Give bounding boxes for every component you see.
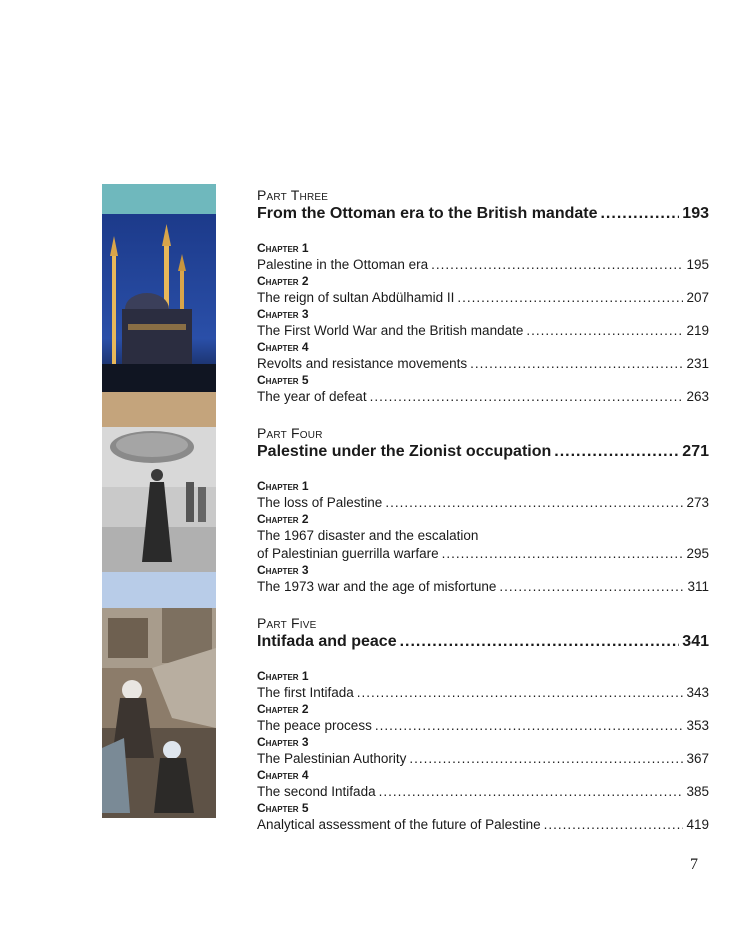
page-number: 7 bbox=[690, 856, 698, 873]
chapter-title: Palestine in the Ottoman era bbox=[257, 257, 429, 272]
leader-dots bbox=[526, 322, 683, 340]
chapter-page-number: 195 bbox=[686, 257, 709, 272]
chapter-page-number: 311 bbox=[687, 579, 709, 594]
part-title-entry bbox=[257, 632, 709, 652]
chapter-entry bbox=[257, 545, 709, 563]
chapter-label: Chapter 2 bbox=[257, 512, 309, 526]
part-title: Intifada and peace bbox=[257, 633, 397, 650]
toc-part bbox=[257, 614, 709, 834]
chapter-title: The Palestinian Authority bbox=[257, 751, 407, 766]
leader-dots bbox=[400, 632, 680, 652]
chapter-title: Revolts and resistance movements bbox=[257, 356, 468, 371]
chapter-label: Chapter 3 bbox=[257, 735, 309, 749]
mosque-photo bbox=[102, 214, 216, 392]
chapter-title: The 1973 war and the age of misfortune bbox=[257, 579, 497, 594]
part-title: From the Ottoman era to the British mandate bbox=[257, 205, 598, 222]
part-label: Part Four bbox=[257, 425, 323, 441]
chapter-entry bbox=[257, 783, 709, 801]
chapter-entry bbox=[257, 494, 709, 512]
part-title-entry bbox=[257, 204, 709, 224]
part-page-number: 193 bbox=[682, 205, 709, 222]
toc-part bbox=[257, 186, 709, 406]
chapter-label: Chapter 4 bbox=[257, 340, 309, 354]
chapter-label: Chapter 2 bbox=[257, 274, 309, 288]
chapter-title: The first Intifada bbox=[257, 685, 354, 700]
chapter-title: The year of defeat bbox=[257, 389, 367, 404]
chapter-entry bbox=[257, 816, 709, 834]
color-band-teal bbox=[102, 184, 216, 214]
chapter-entry bbox=[257, 289, 709, 307]
leader-dots bbox=[379, 783, 684, 801]
chapter-entry bbox=[257, 355, 709, 373]
chapter-page-number: 219 bbox=[686, 323, 709, 338]
chapter-label: Chapter 5 bbox=[257, 801, 309, 815]
part-label: Part Three bbox=[257, 187, 329, 203]
chapter-label: Chapter 4 bbox=[257, 768, 309, 782]
leader-dots bbox=[431, 256, 683, 274]
chapter-label: Chapter 2 bbox=[257, 702, 309, 716]
part-title: Palestine under the Zionist occupation bbox=[257, 443, 552, 460]
chapter-label: Chapter 1 bbox=[257, 669, 309, 683]
chapter-title: The First World War and the British mandate bbox=[257, 323, 524, 338]
part-page-number: 271 bbox=[682, 443, 709, 460]
chapter-entry bbox=[257, 717, 709, 735]
chapter-page-number: 295 bbox=[686, 546, 709, 561]
chapter-title: The reign of sultan Abdülhamid II bbox=[257, 290, 455, 305]
table-of-contents bbox=[257, 186, 709, 852]
leader-dots bbox=[370, 388, 684, 406]
leader-dots bbox=[357, 684, 684, 702]
chapter-label: Chapter 1 bbox=[257, 241, 309, 255]
chapter-entry bbox=[257, 684, 709, 702]
chapter-title: The second Intifada bbox=[257, 784, 376, 799]
chapter-page-number: 353 bbox=[686, 718, 709, 733]
chapter-entry bbox=[257, 750, 709, 768]
leader-dots bbox=[600, 204, 679, 224]
chapter-page-number: 231 bbox=[686, 356, 709, 371]
chapter-page-number: 385 bbox=[686, 784, 709, 799]
chapter-title: The loss of Palestine bbox=[257, 495, 383, 510]
chapter-label: Chapter 1 bbox=[257, 479, 309, 493]
chapter-title: Analytical assessment of the future of Palestine bbox=[257, 817, 541, 832]
chapter-entry bbox=[257, 256, 709, 274]
chapter-page-number: 419 bbox=[686, 817, 709, 832]
chapter-page-number: 273 bbox=[686, 495, 709, 510]
chapter-page-number: 263 bbox=[686, 389, 709, 404]
chapter-label: Chapter 3 bbox=[257, 307, 309, 321]
part-page-number: 341 bbox=[682, 633, 709, 650]
leader-dots bbox=[442, 545, 684, 563]
chapter-entry bbox=[257, 388, 709, 406]
leader-dots bbox=[544, 816, 684, 834]
chapter-title: The peace process bbox=[257, 718, 372, 733]
color-band-sand bbox=[102, 392, 216, 427]
chapter-label: Chapter 5 bbox=[257, 373, 309, 387]
chapter-page-number: 367 bbox=[686, 751, 709, 766]
leader-dots bbox=[409, 750, 683, 768]
chapter-entry bbox=[257, 578, 709, 596]
chapter-page-number: 343 bbox=[686, 685, 709, 700]
chapter-title: of Palestinian guerrilla warfare bbox=[257, 546, 439, 561]
leader-dots bbox=[470, 355, 683, 373]
refugee-woman-photo bbox=[102, 427, 216, 572]
chapter-title-line: The 1967 disaster and the escalation bbox=[257, 528, 479, 543]
leader-dots bbox=[457, 289, 683, 307]
chapter-label: Chapter 3 bbox=[257, 563, 309, 577]
chapter-page-number: 207 bbox=[686, 290, 709, 305]
chapter-entry bbox=[257, 322, 709, 340]
leader-dots bbox=[554, 442, 679, 462]
toc-part bbox=[257, 424, 709, 596]
part-label: Part Five bbox=[257, 615, 317, 631]
color-band-blue bbox=[102, 572, 216, 608]
rubble-photo bbox=[102, 608, 216, 818]
leader-dots bbox=[375, 717, 684, 735]
leader-dots bbox=[499, 578, 684, 596]
part-title-entry bbox=[257, 442, 709, 462]
leader-dots bbox=[385, 494, 683, 512]
